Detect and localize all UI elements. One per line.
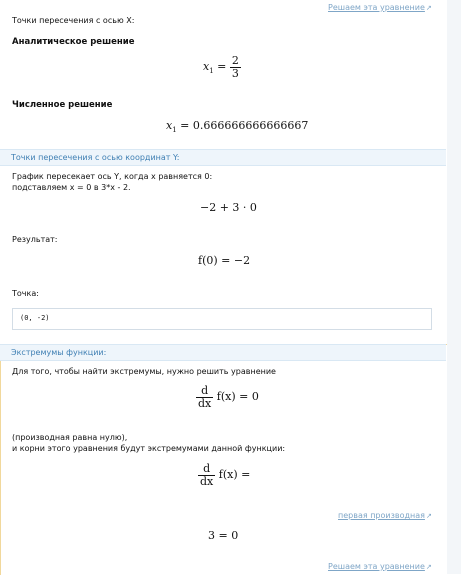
extrema-note2: и корни этого уравнения будут экстремумами данной функции: [12,444,286,453]
solve-equation-link-top[interactable] [328,3,432,12]
numerator: 2 [231,54,239,67]
derivative-rhs: f(x) = [218,468,251,482]
derivative-num: d [196,385,213,398]
extrema-note1: (производная равна нулю), [12,433,128,442]
y-intersection-title: Точки пересечения с осью координат Y: [11,153,180,162]
derivative-den: dx [198,396,212,410]
scroll-gutter [447,0,461,574]
solve-equation-link-text[interactable]: Решаем эта уравнение [328,562,425,571]
extrema-intro: Для того, чтобы найти экстремумы, нужно решить уравнение [12,367,276,376]
analytic-formula: $x_1$ = $\frac{2}{3}$ [203,54,239,80]
fraction [230,55,241,79]
y-intersection-line2: подставляем x = 0 в 3*x - 2. [12,183,131,192]
extrema-header [0,344,446,361]
y-intersection-header [0,149,446,166]
first-derivative-link-text[interactable]: первая производная [338,511,425,520]
solve-equation-link-bottom[interactable] [328,562,432,571]
numeric-solution-title: Численное решение [12,100,113,110]
x-subscript: 1 [209,67,214,76]
y-intersection-line1: График пересекает ось Y, когда x равняется 0: [12,172,213,181]
final-equation: 3 = 0 [208,529,239,542]
x-subscript: 1 [172,126,177,135]
extrema-title: Экстремумы функции: [11,348,107,357]
denominator: 3 [231,66,239,80]
x-variable: x [166,119,173,132]
derivative-fraction [196,385,213,409]
external-link-icon: ↗ [425,563,432,571]
numeric-value: 0.666666666666667 [192,119,309,132]
numeric-formula: $x_1 = 0.666666666666667$ [166,119,309,135]
first-derivative-link[interactable] [338,511,432,520]
result-label: Результат: [12,235,58,244]
derivative-equation-2 [198,463,250,487]
x-intersection-title: Точки пересечения с осью X: [12,16,135,25]
point-box [12,308,432,330]
external-link-icon: ↗ [425,4,432,12]
x-variable: x [203,60,210,74]
point-value: (0, -2) [20,314,50,322]
external-link-icon: ↗ [425,512,432,520]
derivative-equation-1 [196,385,259,409]
derivative-fraction [198,463,215,487]
derivative-num: d [198,463,215,476]
substitution-expr: −2 + 3 · 0 [200,201,257,214]
result-expr: f(0) = −2 [198,254,251,267]
derivative-den: dx [200,474,214,488]
point-label: Точка: [12,289,39,298]
analytic-solution-title: Аналитическое решение [12,37,135,47]
derivative-rhs: f(x) = 0 [216,390,259,404]
solve-equation-link-text[interactable]: Решаем эта уравнение [328,3,425,12]
